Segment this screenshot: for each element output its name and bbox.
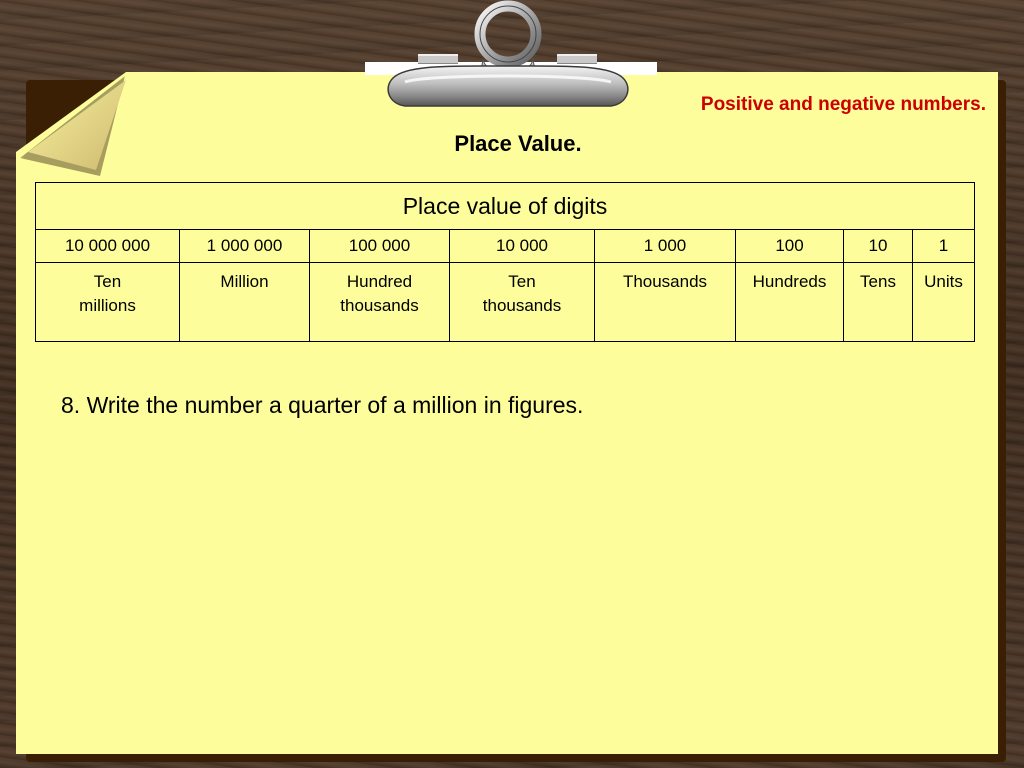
value-cell-units: 1 (913, 230, 975, 263)
name-line: millions (79, 296, 136, 315)
name-cell-tens (844, 263, 913, 342)
name-line: thousands (340, 296, 419, 315)
place-value-table (35, 182, 975, 342)
value-cell-tens: 10 (844, 230, 913, 263)
name-line: Units (924, 272, 963, 291)
name-cell-hundred-thousands (310, 263, 450, 342)
name-cell-million (180, 263, 310, 342)
name-line: Hundreds (752, 272, 827, 291)
name-line: Thousands (622, 272, 708, 291)
name-line: Million (220, 272, 269, 291)
name-cell-ten-thousands (450, 263, 595, 342)
name-cell-thousands (595, 263, 736, 342)
value-cell-millions: 1 000 000 (180, 230, 310, 263)
name-cell-units (913, 263, 975, 342)
value-cell-hundreds: 100 (736, 230, 844, 263)
paper-clip-icon (385, 0, 645, 115)
table-header: Place value of digits (36, 183, 975, 230)
name-line: Hundred (346, 272, 413, 291)
name-line: Ten (93, 272, 122, 291)
question-text: 8. Write the number a quarter of a million in figures. (61, 392, 584, 418)
value-cell-ten-thousands: 10 000 (450, 230, 595, 263)
value-cell-thousands: 1 000 (595, 230, 736, 263)
name-line: Tens (860, 272, 896, 291)
name-line: Ten (508, 272, 536, 291)
name-line: thousands (482, 296, 562, 315)
value-cell-hundred-thousands: 100 000 (310, 230, 450, 263)
slide-title: Place Value. (454, 131, 582, 156)
value-cell-ten-millions: 10 000 000 (36, 230, 180, 263)
slide-subtitle: Positive and negative numbers. (700, 94, 986, 115)
name-cell-ten-millions (36, 263, 180, 342)
name-cell-hundreds (736, 263, 844, 342)
